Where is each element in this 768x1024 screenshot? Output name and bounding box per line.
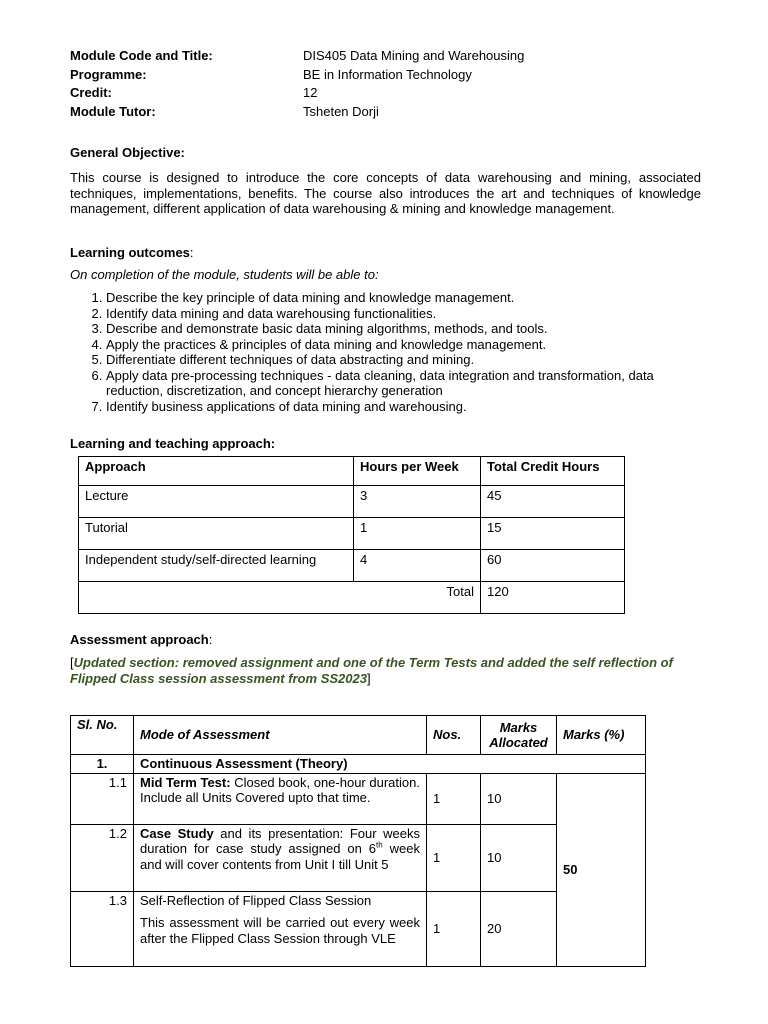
table-row bbox=[79, 518, 625, 550]
mode-title: Self-Reflection of Flipped Class Session bbox=[140, 892, 372, 908]
note-bracket: [ bbox=[70, 655, 74, 670]
table-row bbox=[79, 486, 625, 518]
row-number: 1.3 bbox=[71, 891, 134, 966]
table-header-row bbox=[71, 716, 646, 755]
mode-text: and its presentation: Four weeks duration for case study assigned on 6 bbox=[140, 825, 420, 856]
column-header: Marks (%) bbox=[557, 716, 646, 755]
table-cell: 4 bbox=[354, 550, 481, 582]
column-header: Hours per Week bbox=[354, 457, 481, 486]
module-info-value: DIS405 Data Mining and Warehousing bbox=[303, 48, 525, 63]
assessment-heading bbox=[70, 632, 212, 648]
learning-outcomes-colon: : bbox=[189, 245, 194, 260]
section-title: Continuous Assessment (Theory) bbox=[134, 755, 646, 774]
module-info-row bbox=[70, 85, 524, 104]
assessment-mode bbox=[134, 824, 427, 891]
learning-outcomes-heading bbox=[70, 245, 194, 261]
list-item: 7. Identify business applications of data mining and warehousing. bbox=[106, 399, 701, 415]
row-number: 1.1 bbox=[71, 773, 134, 824]
module-info-label: Module Tutor: bbox=[70, 103, 156, 119]
total-label: Total bbox=[79, 582, 481, 614]
mode-title: Mid Term Test: bbox=[140, 774, 231, 790]
nos-cell: 1 bbox=[427, 824, 481, 891]
assessment-mode bbox=[134, 773, 427, 824]
column-header: Total Credit Hours bbox=[481, 457, 625, 486]
table-cell: Independent study/self-directed learning bbox=[79, 550, 354, 582]
table-cell: 45 bbox=[481, 486, 625, 518]
marks-cell: 20 bbox=[481, 891, 557, 966]
teaching-table bbox=[78, 456, 625, 614]
table-cell: 3 bbox=[354, 486, 481, 518]
teaching-heading: Learning and teaching approach: bbox=[70, 436, 276, 451]
module-info-row bbox=[70, 48, 524, 67]
table-cell: Tutorial bbox=[79, 518, 354, 550]
assessment-table bbox=[70, 715, 646, 967]
note-bracket: ] bbox=[366, 670, 371, 686]
nos-cell: 1 bbox=[427, 773, 481, 824]
module-info-label: Module Code and Title: bbox=[70, 48, 213, 63]
list-item: 6. Apply data pre-processing techniques - data cleaning, data integration and transformation, data reduction, discretization, and concept hierarchy generation bbox=[106, 368, 701, 399]
row-number: 1.2 bbox=[71, 824, 134, 891]
column-header: Sl. No. bbox=[71, 716, 134, 755]
column-header: Approach bbox=[79, 457, 354, 486]
column-header: Nos. bbox=[427, 716, 481, 755]
learning-outcomes-list bbox=[70, 290, 701, 414]
table-cell: 1 bbox=[354, 518, 481, 550]
module-info-value: 12 bbox=[303, 85, 318, 100]
column-header: Mode of Assessment bbox=[134, 716, 427, 755]
mode-text: Closed book, one-hour duration. Include all Units Covered upto that time. bbox=[140, 774, 420, 805]
total-value: 120 bbox=[481, 582, 625, 614]
table-header-row bbox=[79, 457, 625, 486]
section-number: 1. bbox=[71, 755, 134, 774]
general-objective-text: This course is designed to introduce the core concepts of data warehousing and mining, associated techniques, implementations, benefits. The course also introduces the art and techniques of knowledge management, different application of data warehousing & mining and knowledge management. bbox=[70, 170, 701, 216]
module-info-value: Tsheten Dorji bbox=[303, 103, 379, 119]
module-info-row bbox=[70, 104, 524, 123]
list-item: 1. Describe the key principle of data mining and knowledge management. bbox=[106, 290, 701, 306]
table-cell: Lecture bbox=[79, 486, 354, 518]
table-row bbox=[79, 550, 625, 582]
module-info-label: Programme: bbox=[70, 66, 147, 82]
list-item: 4. Apply the practices & principles of data mining and knowledge management. bbox=[106, 337, 701, 353]
mode-text: week and will cover contents from Unit I till Unit 5 bbox=[140, 841, 420, 872]
marks-percent-cell: 50 bbox=[557, 773, 646, 966]
nos-cell: 1 bbox=[427, 891, 481, 966]
marks-cell: 10 bbox=[481, 824, 557, 891]
list-item: 5. Differentiate different techniques of data abstracting and mining. bbox=[106, 352, 701, 368]
mode-title: Case Study bbox=[140, 825, 214, 841]
assessment-colon: : bbox=[208, 632, 213, 647]
update-note bbox=[70, 655, 701, 686]
learning-outcomes-title: Learning outcomes bbox=[70, 245, 190, 260]
module-info bbox=[70, 48, 524, 122]
assessment-title: Assessment approach bbox=[70, 632, 209, 647]
list-item: 2. Identify data mining and data warehousing functionalities. bbox=[106, 306, 701, 322]
module-info-row bbox=[70, 67, 524, 86]
table-row bbox=[71, 773, 646, 824]
mode-superscript: th bbox=[376, 840, 383, 850]
general-objective-heading: General Objective: bbox=[70, 145, 185, 160]
note-text: Updated section: removed assignment and one of the Term Tests and added the self reflection of Flipped Class session assessment from SS2023 bbox=[70, 655, 673, 686]
list-item: 3. Describe and demonstrate basic data mining algorithms, methods, and tools. bbox=[106, 321, 701, 337]
assessment-mode bbox=[134, 891, 427, 966]
table-cell: 60 bbox=[481, 550, 625, 582]
column-header: Marks Allocated bbox=[481, 716, 557, 755]
module-info-label: Credit: bbox=[70, 85, 112, 100]
table-total-row bbox=[79, 582, 625, 614]
marks-cell: 10 bbox=[481, 773, 557, 824]
table-cell: 15 bbox=[481, 518, 625, 550]
mode-text: This assessment will be carried out every week after the Flipped Class Session through VLE bbox=[140, 915, 420, 946]
module-info-value: BE in Information Technology bbox=[303, 66, 472, 82]
learning-outcomes-intro: On completion of the module, students will be able to: bbox=[70, 267, 379, 282]
table-section-row bbox=[71, 755, 646, 774]
